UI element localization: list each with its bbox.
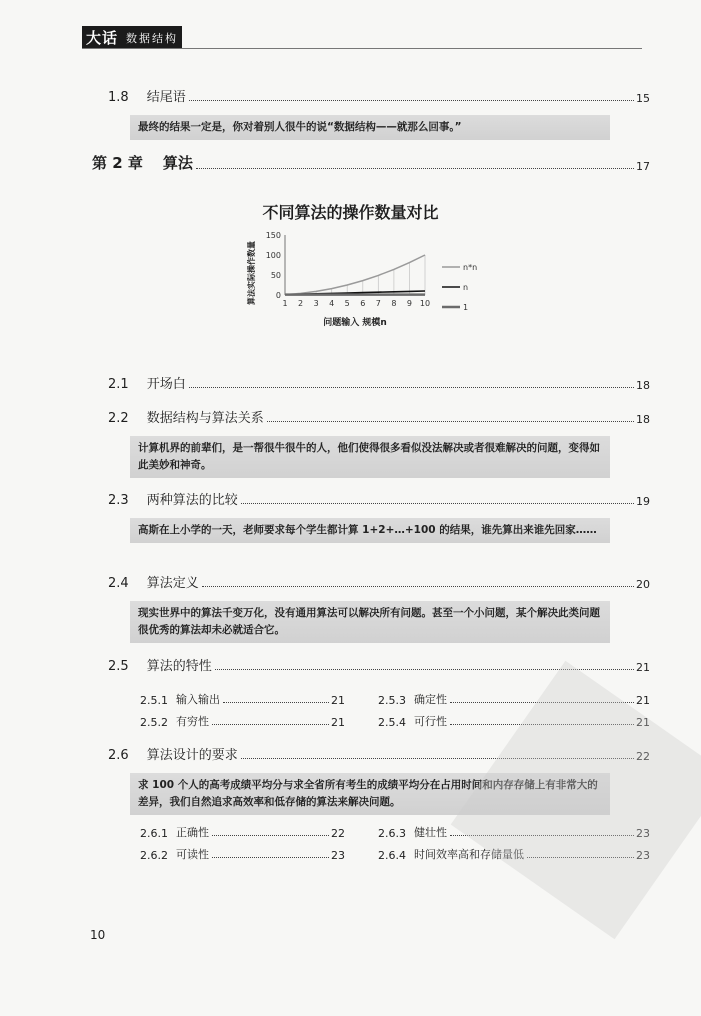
- y-tick-label: 50: [270, 271, 281, 280]
- toc-page: 21: [636, 661, 650, 674]
- toc-title: 正确性: [176, 826, 209, 839]
- toc-title: 算法定义: [146, 576, 199, 591]
- toc-leader: [241, 502, 634, 504]
- toc-number: 2.6.2: [140, 849, 168, 862]
- toc-sub-2-6-2[interactable]: [140, 846, 345, 862]
- toc-page: 18: [636, 413, 650, 426]
- toc-entry-2-3[interactable]: [108, 489, 650, 508]
- toc-leader: [212, 723, 329, 725]
- chapter-title: 算法: [162, 154, 193, 172]
- summary-2-3: 高斯在上小学的一天，老师要求每个学生都计算 1+2+…+100 的结果，谁先算出来谁先回家……: [130, 518, 610, 543]
- toc-title: 算法设计的要求: [146, 748, 238, 763]
- toc-number: 1.8: [108, 90, 129, 105]
- y-axis-label: 算法实际操作数量: [247, 241, 256, 305]
- x-tick-label: 1: [282, 299, 288, 308]
- toc-number: 2.2: [108, 411, 129, 426]
- toc-title: 时间效率高和存储量低: [414, 848, 524, 861]
- toc-title: 可行性: [414, 715, 447, 728]
- toc-title: 结尾语: [146, 90, 186, 105]
- summary-2-2: 计算机界的前辈们，是一帮很牛很牛的人，他们使得很多看似没法解决或者很难解决的问题，变得如此美妙和神奇。: [130, 436, 610, 478]
- toc-title: 算法的特性: [146, 659, 212, 674]
- toc-leader: [189, 99, 634, 101]
- toc-title: 有穷性: [176, 715, 209, 728]
- toc-page: 22: [331, 827, 345, 840]
- toc-leader: [212, 856, 329, 858]
- page-number: 10: [90, 928, 106, 942]
- toc-entry-2-2[interactable]: [108, 407, 650, 426]
- toc-title: 开场白: [146, 377, 186, 392]
- x-tick-label: 10: [419, 299, 431, 308]
- toc-leader: [267, 420, 634, 422]
- toc-leader: [223, 701, 329, 703]
- toc-title: 两种算法的比较: [146, 493, 238, 508]
- y-tick-label: 100: [265, 251, 281, 260]
- series-line-1: [285, 255, 425, 295]
- toc-leader: [189, 386, 634, 388]
- toc-sub-2-5-1[interactable]: [140, 691, 345, 707]
- toc-page: 21: [636, 716, 650, 729]
- toc-title: 输入输出: [176, 693, 220, 706]
- toc-sub-2-5-2[interactable]: [140, 713, 345, 729]
- toc-number: 2.5.1: [140, 694, 168, 707]
- summary-2-4: 现实世界中的算法千变万化，没有通用算法可以解决所有问题。甚至一个小问题，某个解决此类问题很优秀的算法却未必就适合它。: [130, 601, 610, 643]
- toc-chapter-2[interactable]: [92, 152, 650, 173]
- toc-page: 21: [331, 716, 345, 729]
- x-tick-label: 6: [360, 299, 366, 308]
- toc-sub-2-6-1[interactable]: [140, 824, 345, 840]
- toc-page: 18: [636, 379, 650, 392]
- toc-page: 19: [636, 495, 650, 508]
- chart-title: 不同算法的操作数量对比: [262, 203, 439, 222]
- toc-page: 23: [331, 849, 345, 862]
- toc-title: 健壮性: [414, 826, 447, 839]
- toc-title: 确定性: [414, 693, 447, 706]
- toc-entry-2-4[interactable]: [108, 572, 650, 591]
- toc-leader: [212, 834, 329, 836]
- toc-number: 2.5: [108, 659, 129, 674]
- toc-page: 23: [636, 827, 650, 840]
- toc-page: 17: [636, 160, 650, 173]
- toc-number: 2.1: [108, 377, 129, 392]
- x-tick-label: 4: [329, 299, 335, 308]
- legend-label: n*n: [463, 263, 478, 272]
- toc-number: 2.6.4: [378, 849, 406, 862]
- toc-number: 2.6: [108, 748, 129, 763]
- operations-chart: [230, 225, 500, 355]
- toc-page: 23: [636, 849, 650, 862]
- header-badge: [82, 26, 182, 48]
- summary-2-6: 求 100 个人的高考成绩平均分与求全省所有考生的成绩平均分在占用时间和内存存储上有非常大的差异，我们自然追求高效率和低存储的算法来解决问题。: [130, 773, 610, 815]
- y-tick-label: 0: [275, 291, 281, 300]
- toc-number: 2.5.2: [140, 716, 168, 729]
- x-tick-label: 5: [344, 299, 350, 308]
- legend-label: n: [463, 283, 469, 292]
- toc-leader: [202, 585, 634, 587]
- x-tick-label: 2: [298, 299, 304, 308]
- toc-page: 21: [636, 694, 650, 707]
- book-brand: 大话: [86, 29, 119, 47]
- book-subtitle: 数据结构: [126, 32, 178, 45]
- toc-title: 可读性: [176, 848, 209, 861]
- x-tick-label: 3: [313, 299, 319, 308]
- toc-number: 2.5.3: [378, 694, 406, 707]
- toc-number: 2.6.1: [140, 827, 168, 840]
- chapter-number: 第 2 章: [92, 154, 143, 172]
- toc-entry-2-1[interactable]: [108, 373, 650, 392]
- x-tick-label: 7: [375, 299, 381, 308]
- toc-number: 2.6.3: [378, 827, 406, 840]
- toc-page: 21: [331, 694, 345, 707]
- toc-entry-1-8[interactable]: [108, 86, 650, 105]
- toc-page: 15: [636, 92, 650, 105]
- x-tick-label: 8: [391, 299, 397, 308]
- toc-number: 2.3: [108, 493, 129, 508]
- toc-number: 2.5.4: [378, 716, 406, 729]
- y-tick-label: 150: [265, 231, 281, 240]
- toc-title: 数据结构与算法关系: [146, 411, 264, 426]
- x-axis-label: 问题输入 规模n: [323, 318, 387, 328]
- legend-label: 1: [463, 303, 469, 312]
- toc-number: 2.4: [108, 576, 129, 591]
- toc-page: 20: [636, 578, 650, 591]
- toc-leader: [196, 167, 634, 169]
- summary-1-8: 最终的结果一定是，你对着别人很牛的说“数据结构——就那么回事。”: [130, 115, 610, 140]
- toc-page: 22: [636, 750, 650, 763]
- x-tick-label: 9: [406, 299, 412, 308]
- header-rule: [82, 48, 642, 49]
